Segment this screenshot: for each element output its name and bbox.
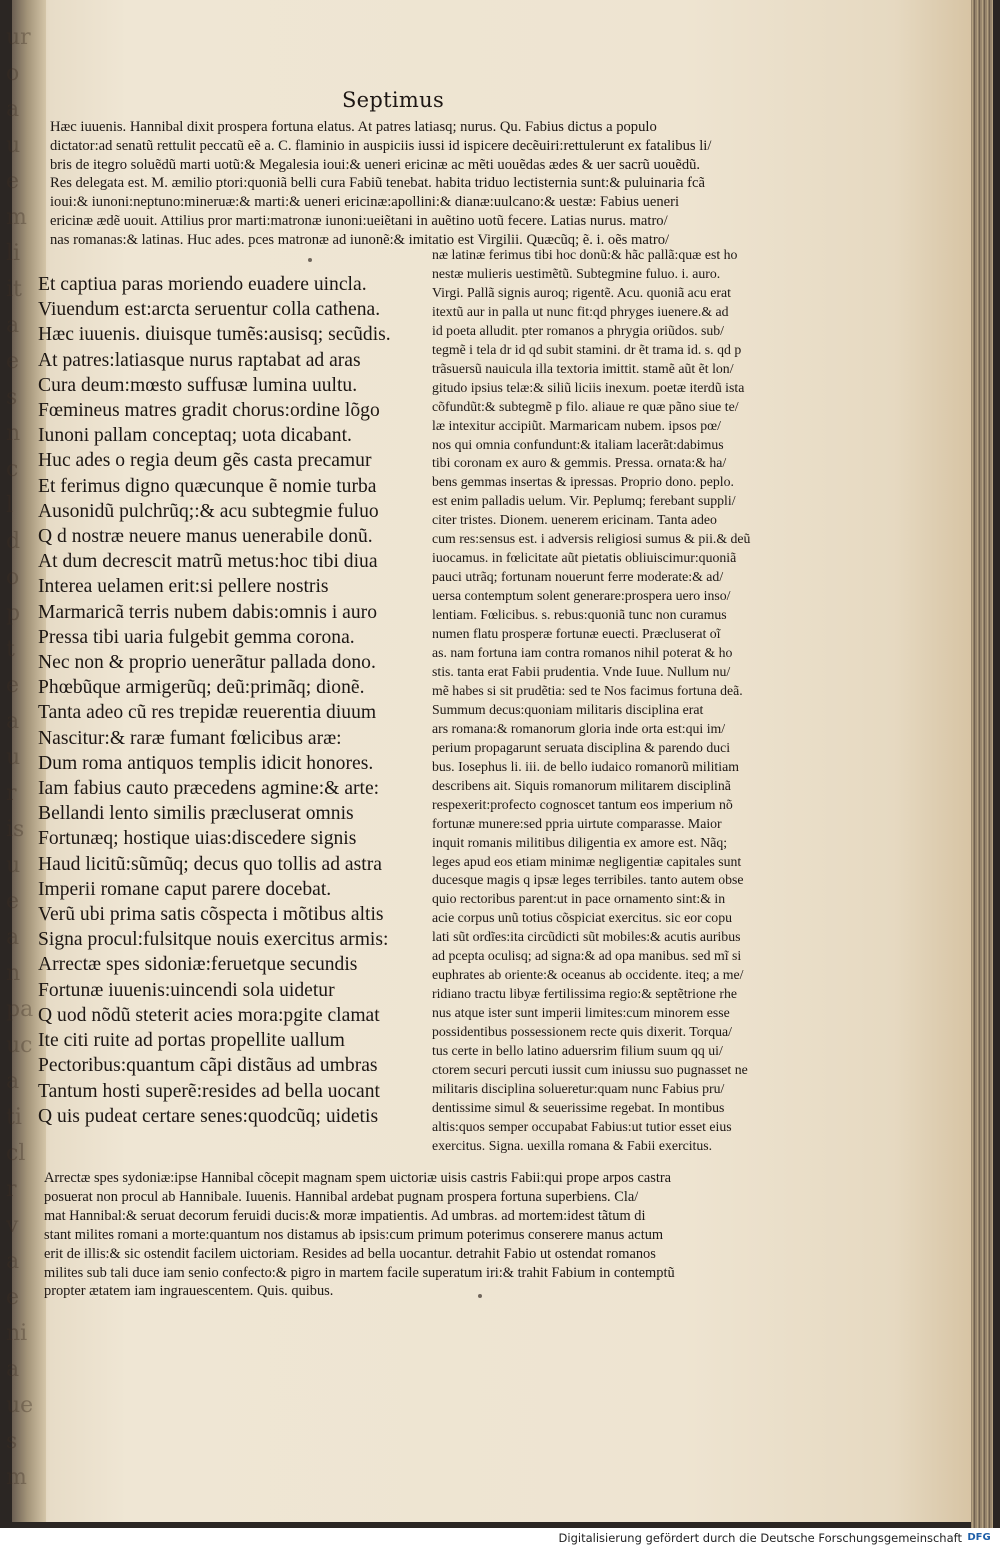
verse-line: Et captiua paras moriendo euadere uincla. [38,274,367,295]
commentary-line: itextũ aur in palla ut nunc fit:qd phryges iuenere.& ad [432,303,729,319]
bleed-through-fragment: a [6,1357,20,1382]
commentary-line: Arrectæ spes sydoniæ:ipse Hannibal cõcepit magnam spem uictoriæ uisis castris Fabii:qui prope arpos castra [44,1170,672,1186]
commentary-line: nos qui omnia confundunt:& italiam lacerãt:dabimus [432,436,724,452]
commentary-line: bus. Iosephus li. iii. de bello iudaico romanorũ militiam [432,758,739,774]
commentary-line: pauci utrãq; fortunam nouerunt ferre moderate:& ad/ [432,569,724,585]
commentary-line: mat Hannibal:& seruat decorum feruidi ducis:& moræ impatientis. Ad umbras. ad mortem:idest tãtum di [44,1207,646,1224]
commentary-line: gitudo ipsius telæ:& siliũ liciis inexum. poetæ iterdũ ista [432,379,745,395]
verse-line: Iunoni pallam conceptaq; uota dicabant. [38,425,352,447]
bleed-through-fragment: r [6,781,17,806]
verse-line: Viuendum est:arcta seruentur colla cathena. [38,299,381,321]
bleed-through-fragment: a [6,709,20,734]
commentary-line: inquit romanis militibus diligentia ex amore est. Nãq; [432,834,728,850]
bleed-through-fragment: n [6,421,21,446]
verse-line: At patres:latiasque nurus raptabat ad aras [38,349,361,371]
commentary-line: Summum decus:quoniam militaris disciplina erat [432,701,704,717]
verse-line: Signa procul:fulsitque nouis exercitus armis: [38,929,389,951]
verse-line: Nec non & proprio uenerãtur pallada dono. [38,652,376,674]
commentary-line: næ latinæ ferimus tibi hoc donũ:& hãc pallã:quæ est ho [432,247,738,262]
commentary-line: mẽ habes si sit prudẽtia: sed te Nos facimus fortuna deã. [432,682,743,698]
top-commentary-block [50,118,850,250]
commentary-line: tibi coronam ex auro & gemmis. Pressa. ornata:& ha/ [432,455,727,471]
bleed-through-fragment: m [6,1465,27,1490]
bleed-through-fragment: o [6,565,20,590]
verse-line: Huc ades o regia deum gẽs casta precamur [38,450,372,472]
bleed-through-fragment: d [6,529,21,554]
bleed-through-fragment: a [6,925,20,950]
verse-line: Dum roma antiquos templis idicit honores. [38,752,374,774]
bleed-through-fragment: t [6,637,15,662]
bleed-through-fragment: ni [6,1321,28,1346]
commentary-line: as. nam fortuna iam contra romanos nihil poterat & ho [432,645,733,661]
commentary-line: perium propagarunt seruata disciplina & parendo duci [432,739,731,755]
commentary-line: læ intexitur accipiũt. Marmaricam nubem. ipsos pœ/ [432,417,721,433]
bleed-through-fragment: u [6,745,21,770]
commentary-line: ioui:& iunoni:neptuno:mineruæ:& marti:& ueneri ericinæ:apollini:& dianæ:uulcano:& uestæ: Fabius ueneri [50,194,680,211]
bleed-through-fragment: n [6,961,21,986]
verse-column [38,272,434,1129]
commentary-line: ducesque magis q ipsæ leges terribiles. tanto autem obse [432,872,744,888]
commentary-line: uersa contemptum solent generare:prospera uero inso/ [432,588,731,604]
bleed-through-fragment: a [6,97,20,122]
verse-line: Interea uelamen erit:si pellere nostris [38,576,329,598]
bleed-through-fragment: s [6,385,18,410]
verse-line: Haud licitũ:sũmũq; decus quo tollis ad astra [38,853,382,875]
commentary-line: stis. tanta erat Fabii prudentia. Vnde Iuue. Nullum nu/ [432,663,731,679]
verse-line: At dum decrescit matrũ metus:hoc tibi diua [38,551,378,573]
bottom-commentary-block [44,1169,854,1301]
commentary-line: tegmẽ i tela dr id qd subit stamini. dr ẽt trama id. s. qd p [432,341,742,357]
commentary-line: nas romanas:& latinas. Huc ades. pces matronæ ad iunonẽ:& imitatio est Virgilii. Quæcũq; ẽ. i. oẽs matro/ [50,231,670,248]
commentary-line: nus atque ister sunt imperii limites:cum minorem esse [432,1005,730,1021]
commentary-line: ad pcepta oculisq; ad signa:& ad opa manibus. sed mĩ si [432,948,742,964]
page-fore-edge [971,0,993,1528]
commentary-line: est enim palladis uelum. Vir. Peplumq; ferebant suppli/ [432,493,736,509]
verse-line: Cura deum:mœsto suffusæ lumina uultu. [38,374,358,396]
commentary-line: lati sũt ordĩes:ita circũdicti sũt mobiles:& acutis auribus [432,929,741,945]
commentary-line: altis:quos semper occupabat Fabius:ut tutior esset eius [432,1118,732,1134]
verse-line: Et ferimus digno quæcunque ẽ nomie turba [38,475,377,497]
commentary-line: ctorem securi percuti iussit cum iniussu suo pugnasset ne [432,1061,748,1077]
bleed-through-fragment: l [6,493,14,518]
verse-line: Ite citi ruite ad portas propellite uallum [38,1030,345,1052]
verse-line: Verũ ubi prima satis cõspecta i mõtibus altis [38,904,384,926]
commentary-line: acie corpus unũ totius cõspiciat exercitus. sic eor copu [432,910,732,926]
commentary-line: stant milites romani a morte:quantum nos distamus ab ipsis:cum primum poterimus conserere manus actum [44,1226,664,1243]
commentary-line: cõfundũt:& subtegmẽ p filo. aliaue re quæ pãno siue te/ [432,398,739,414]
commentary-line: cum res:sensus est. i adversis religiosi sumus & pii.& deũ [432,531,751,547]
bleed-through-fragment: u [6,853,21,878]
verse-line: Hæc iuuenis. diuisque tumẽs:ausisq; secũdis. [38,324,391,346]
commentary-line: dentissime simul & seuerissime regebat. In montibus [432,1099,725,1115]
bleed-through-fragment: a [6,1069,20,1094]
commentary-line: numen flatu prosperæ fortunæ euecti. Præcluserat oĩ [432,626,721,642]
bleed-through-fragment: e [6,349,20,374]
commentary-line: euphrates ab oriente:& oceanus ab occidente. iteq; a me/ [432,967,744,983]
bleed-through-fragment: u [6,133,21,158]
commentary-line: Virgi. Pallã signis auroq; rigentẽ. Acu. quoniã acu erat [432,284,731,300]
commentary-line: militaris disciplina solueretur:quam nunc Fabius pru/ [432,1080,725,1096]
bleed-through-fragment: v [6,1213,19,1238]
bleed-through-fragment: p [6,601,21,626]
bleed-through-fragment: pa [6,997,34,1022]
bleed-through-fragment: li [6,241,21,266]
verse-line: Pressa tibi uaria fulgebit gemma corona. [38,626,355,648]
verse-line: Ausonidũ pulchrũq;:& acu subtegmie fuluo [38,500,379,522]
commentary-line: iuocamus. in fœlicitate aũt pietatis obliuiscimur:quoniã [432,550,737,566]
verse-line: Bellandi lento similis præcluserat omnis [38,803,354,825]
commentary-line: lentiam. Fœlicibus. s. rebus:quoniã tunc non curamus [432,607,727,623]
bleed-through-fragment: o [6,61,20,86]
bleed-through-fragment: uc [6,1033,33,1058]
bleed-through-fragment: e [6,1285,20,1310]
verse-line: Imperii romane caput parere docebat. [38,878,332,900]
verse-line: Q d nostræ neuere manus uenerabile donũ. [38,526,373,548]
commentary-line: bens gemmas insertas & ipressas. Proprio dono. peplo. [432,474,734,490]
verse-line: Tantum hosti superẽ:resides ad bella uocant [38,1080,380,1102]
verse-line: Marmaricã terris nubem dabis:omnis i auro [38,601,377,623]
verse-line: Arrectæ spes sidoniæ:feruetque secundis [38,954,358,976]
bleed-through-fragment: a [6,313,20,338]
commentary-line: quio rectoribus parent:ut in pace ornamento sint:& in [432,891,726,907]
verse-line: Pectoribus:quantum cãpi distãus ad umbras [38,1055,378,1077]
commentary-line: trãsuersũ nauicula illa textoria imittit. stamẽ aũt ẽt lon/ [432,360,734,376]
commentary-line: tus certe in bello latino aduersrim filium suum qq ui/ [432,1043,723,1059]
verse-line: Iam fabius cauto præcedens agmine:& arte: [38,778,380,800]
commentary-line: exercitus. Signa. uexilla romana & Fabii exercitus. [432,1137,713,1153]
commentary-line: describens ait. Siquis romanorum militarem disciplinã [432,777,731,793]
commentary-line: fortunæ munere:sed ppria uirtute comparasse. Maior [432,815,722,831]
commentary-line: nestæ mulieris uestimẽtũ. Subtegmine fuluo. i. auro. [432,265,721,281]
commentary-line: ridiano tractu libyæ fertilissima regio:& septẽtrione rhe [432,986,737,1002]
verse-line: Q uod nõdũ steterit acies mora:pgite clamat [38,1004,380,1026]
bleed-through-fragment: r [6,1177,17,1202]
commentary-line: leges apud eos etiam minimæ negligentiæ capitales sunt [432,853,742,869]
commentary-line: possidentibus possessionem recte quis dixerit. Torqua/ [432,1024,732,1040]
commentary-line: bris de itegro soluẽdũ marti uotũ:& Megalesia ioui:& ueneri ericinæ ac mẽti uouẽdas ædes & uer sacrũ uouẽdũ. [50,156,701,173]
bleed-through-fragment: cl [6,1141,26,1166]
commentary-line: Res delegata est. M. æmilio ptori:quoniã belli cura Fabiũ tenebat. habita triduo lectisternia sunt:& puluinaria fcã [50,175,705,192]
verse-line: Fortunæ iuuenis:uincendi sola uidetur [38,979,335,1001]
bleed-through-fragment: ue [6,1393,34,1418]
commentary-line: id poeta alludit. pter romanos a phrygia oriũdos. sub/ [432,322,724,338]
commentary-line: ericinæ ædẽ uouit. Attilius pror marti:matronæ iunoni:ueiẽtani in auẽtino uotũ fecere. Latias nurus. matro/ [50,212,668,229]
verse-line: Nascitur:& raræ fumant fœlicibus aræ: [38,727,342,749]
bleed-through-fragment: ti [6,1105,22,1130]
commentary-line: citer tristes. Dionem. uenerem ericinam. Tanta adeo [432,512,717,528]
commentary-line: respexerit:profecto cognoscet tantum eos imperium nõ [432,796,733,812]
bleed-through-fragment: is [6,817,25,842]
bleed-through-fragment: e [6,169,20,194]
bleed-through-fragment: it [6,277,22,302]
verse-line: Fortunæq; hostique uias:discedere signis [38,828,357,850]
bleed-through-fragment: ur [6,25,31,50]
ink-speck [308,258,312,262]
bleed-through-fragment: s [6,1429,18,1454]
commentary-line: milites sub tali duce iam senio confecto:& pigro in martem facile superatum iri:& trahit Fabium in contemptũ [44,1264,675,1281]
bleed-through-fragment: a [6,1249,20,1274]
bleed-through-fragment: m [6,205,27,230]
funding-credit: Digitalisierung gefördert durch die Deutsche Forschungsgemeinschaft [558,1531,962,1545]
commentary-line: ars romana:& romanorum gloria inde orta est:qui im/ [432,720,726,736]
verse-line: Tanta adeo cũ res trepidæ reuerentia diuum [38,702,377,724]
right-commentary-column [432,246,852,1156]
dfg-logo-icon: DFG [967,1532,991,1543]
commentary-line: posuerat non procul ab Hannibale. Iuuenis. Hannibal ardebat pugnam prospera fortuna superbiens. Cla/ [44,1188,639,1205]
bleed-through-fragment: e [6,673,20,698]
commentary-line: propter ætatem iam ingrauescentem. Quis. quibus. [44,1283,334,1300]
verse-line: Q uis pudeat certare senes:quodcũq; uidetis [38,1105,379,1127]
ink-speck [478,1294,482,1298]
running-head: Septimus [342,88,445,112]
bleed-through-fragment: e [6,889,20,914]
commentary-line: erit de illis:& sic ostendit facilem uictoriam. Resides ad bella uocantur. detrahit Fabio ut ostendat romanos [44,1245,656,1262]
commentary-line: Hæc iuuenis. Hannibal dixit prospera fortuna elatus. At patres latiasq; nurus. Qu. Fabius dictus a populo [50,119,657,135]
verse-line: Phœbũque armigerũq; deũ:primãq; dionẽ. [38,677,365,699]
verse-line: Fœmineus matres gradit chorus:ordine lõgo [38,400,380,422]
commentary-line: dictator:ad senatũ rettulit peccatũ eẽ a. C. flaminio in auspiciis iussi id ispicere decẽuiri:rettulerunt ex fatalibus li/ [50,137,712,154]
bleed-through-fragment: c [6,457,19,482]
